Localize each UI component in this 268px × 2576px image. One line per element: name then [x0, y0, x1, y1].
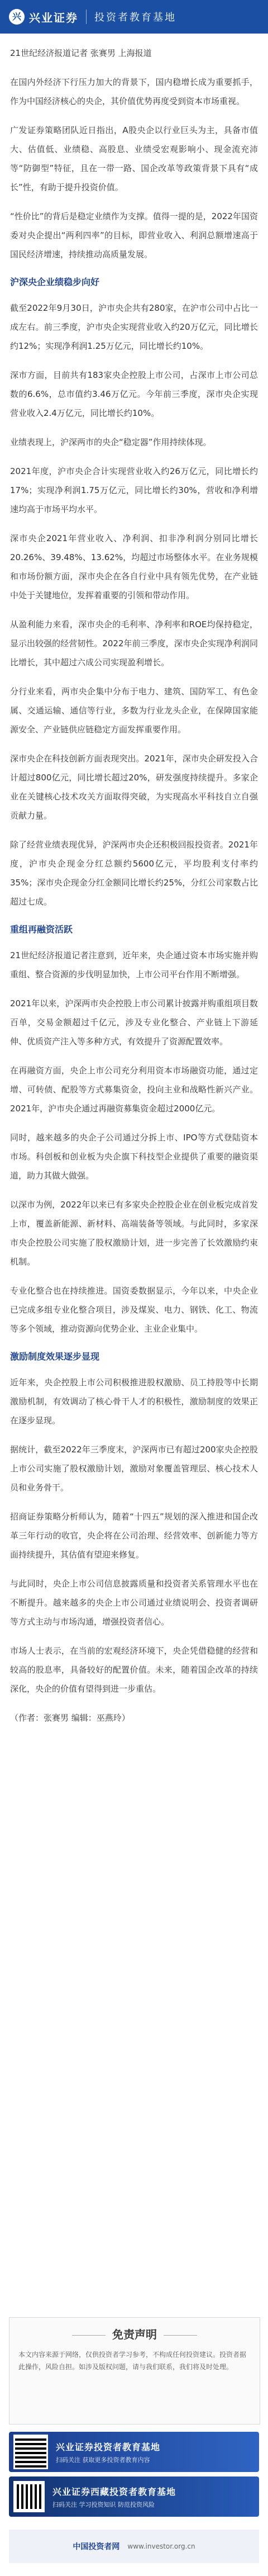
paragraph: 市场人士表示，在当前的宏观经济环境下，央企凭借稳健的经营和较高的股息率，具备较好的配置价值。未来，随着国企改革的持续深化，央企的价值有望得到进一步重估。 — [10, 1646, 258, 1694]
paragraph: 深市央企在科技创新方面表现突出。2021年，深市央企研发投入合计超过800亿元，同比增长超过20%，研发强度持续提升。多家企业在关键核心技术攻关方面取得突破，为实现高水平科技自立自强贡献力量。 — [10, 754, 258, 821]
promo-text — [56, 2440, 160, 2464]
header-banner — [0, 0, 268, 34]
section-heading: 沪深央企业绩稳步向好 — [10, 277, 100, 287]
promo-text — [52, 2485, 176, 2509]
paragraph: 据统计，截至2022年三季度末，沪深两市已有超过200家央企控股上市公司实施了股权激励计划，激励对象覆盖管理层、核心技术人员和业务骨干。 — [10, 1445, 258, 1493]
paragraph: 广发证券策略团队近日指出，A股央企以行业巨头为主，具备市值大、估值低、业绩稳、高股息、业绩受宏观影响小、现金流充沛等“防御型”特征，且在一带一路、国企改革等政策背景下具有“成长”性，有助于提升投资价值。 — [10, 125, 258, 192]
paragraph: 从盈利能力来看，深市央企的毛利率、净利率和ROE均保持稳定，显示出较强的经营韧性。2022年前三季度，深市央企实现净利润同比增长，其中超过六成公司实现盈利增长。 — [10, 619, 258, 667]
footer-logo: 中国投资者网 — [73, 2542, 120, 2551]
paragraph: 在国内外经济下行压力加大的背景下，国内稳增长成为重要抓手，作为中国经济核心的央企，其价值优势再度受到资本市场重视。 — [10, 77, 258, 106]
paragraph: 业绩表现上，沪深两市的央企“稳定器”作用持续体现。 — [10, 437, 212, 447]
footer[interactable] — [9, 2530, 259, 2563]
promo-desc: 扫码关注 学习投资知识 防范投资风险 — [52, 2501, 155, 2508]
qr-code-icon — [13, 2481, 45, 2512]
paragraph: 分行业来看，两市央企集中分布于电力、建筑、国防军工、有色金属、交通运输、通信等行业，多数为行业龙头企业，在保障国家能源安全、产业链供应链稳定方面发挥重要作用。 — [10, 686, 258, 735]
promo-title: 兴业证券投资者教育基地 — [56, 2441, 161, 2452]
paragraph: 21世纪经济报道记者注意到，近年来，央企通过资本市场实施并购重组、整合资源的步伐明显加快，上市公司平台作用不断增强。 — [10, 950, 258, 979]
paragraph: 除了经营业绩表现优异，沪深两市央企还积极回报投资者。2021年度，沪市央企现金分红总额约5600亿元，平均股利支付率约35%；深市央企现金分红金额同比增长约25%，分红公司家数占比超过七成。 — [10, 840, 258, 907]
disclaimer-box — [9, 2317, 260, 2425]
header-divider — [86, 10, 87, 24]
section-heading: 重组再融资活跃 — [10, 924, 73, 935]
disclaimer-title-text: 免责声明 — [112, 2328, 157, 2341]
paragraph: （作者：张赛男 编辑：巫燕玲） — [10, 1713, 130, 1723]
header-subtitle: 投资者教育基地 — [94, 12, 176, 23]
paragraph: 近年来，央企控股上市公司积极推进股权激励、员工持股等中长期激励机制，有效调动了核心骨干人才的积极性，激励制度的效果正在逐步显现。 — [10, 1377, 258, 1426]
paragraph: 同时，越来越多的央企子公司通过分拆上市、IPO等方式登陆资本市场。科创板和创业板为央企旗下科技型企业提供了重要的融资渠道，助力其做大做强。 — [10, 1133, 258, 1181]
paragraph: 21世纪经济报道记者 张赛男 上海报道 — [10, 48, 152, 58]
promo-desc: 扫码关注 获取更多投资者教育内容 — [56, 2456, 150, 2464]
logo-text: 兴业证券 — [29, 11, 78, 25]
paragraph: 深市央企2021年营业收入、净利润、扣非净利润分别同比增长20.26%、39.48%、13.62%，均超过市场整体水平。在业务规模和市场份额方面，深市央企在各自行业中具有领先优势，在产业链中处于关键地位，发挥着重要的引领和带动作用。 — [10, 533, 258, 600]
footer-url[interactable]: www.investor.org.cn — [127, 2542, 195, 2550]
promo-banner-1[interactable] — [9, 2432, 259, 2472]
paragraph: 2021年度，沪市央企合计实现营业收入约26万亿元，同比增长约17%；实现净利润1.75万亿元，同比增长约30%，营收和净利增速均高于市场平均水平。 — [10, 466, 258, 514]
logo-mark-icon: 兴 — [9, 9, 25, 25]
article-body — [10, 44, 258, 1737]
logo — [9, 9, 78, 25]
paragraph: 在再融资方面，央企上市公司充分利用资本市场融资功能，通过定增、可转债、配股等方式募集资金，投向主业和战略性新兴产业。2021年，沪市央企通过再融资募集资金超过2000亿元。 — [10, 1066, 258, 1114]
promo-banner-2[interactable] — [9, 2476, 259, 2517]
divider — [72, 2335, 106, 2336]
paragraph: 以深市为例，2022年以来已有多家央企控股企业在创业板完成首发上市，覆盖新能源、新材料、高端装备等领域。与此同时，多家深市央企控股公司实施了股权激励计划，进一步完善了长效激励约束机制。 — [10, 1200, 258, 1267]
disclaimer-title — [9, 2326, 260, 2342]
disclaimer-text: 本文内容来源于网络，仅供投资者学习参考，不构成任何投资建议。投资者据此操作，风险自担。如涉及版权问题，请与我们联系，我们将及时处理。 — [18, 2351, 247, 2371]
paragraph: 2021年以来，沪深两市央企控股上市公司累计披露并购重组项目数百单，交易金额超过千亿元，涉及专业化整合、产业链上下游延伸、优质资产注入等多种方式，有效提升了资源配置效率。 — [10, 998, 258, 1046]
paragraph: 深市方面，目前共有183家央企控股上市公司，占深市上市公司总数的6.6%，总市值约3.46万亿元。今年前三季度，深市央企实现营业收入2.4万亿元，同比增长约10%。 — [10, 370, 258, 418]
paragraph: “性价比”的背后是稳定业绩作为支撑。值得一提的是，2022年国资委对央企提出“两利四率”的目标，即营业收入、利润总额增速高于国民经济增速，持续推动高质量发展。 — [10, 211, 258, 259]
promo-title: 兴业证券西藏投资者教育基地 — [52, 2486, 176, 2497]
divider — [164, 2335, 197, 2336]
section-heading: 激励制度效果逐步显现 — [10, 1351, 100, 1362]
paragraph: 截至2022年9月30日，沪市央企共有280家，在沪市公司中占比一成左右。前三季度，沪市央企实现营业收入约20万亿元，同比增长约12%；实现净利润1.25万亿元，同比增长约10%。 — [10, 303, 258, 351]
qr-code-icon — [13, 2435, 48, 2469]
paragraph: 专业化整合也在持续推进。国资委数据显示，今年以来，中央企业已完成多组专业化整合项目，涉及煤炭、电力、钢铁、化工、物流等多个领域，推动资源向优势企业、主业企业集中。 — [10, 1286, 258, 1334]
paragraph: 招商证券策略分析师认为，随着“十四五”规划的深入推进和国企改革三年行动的收官，央企将在公司治理、经营效率、创新能力等方面持续提升，其估值有望迎来修复。 — [10, 1512, 258, 1560]
paragraph: 与此同时，央企上市公司信息披露质量和投资者关系管理水平也在不断提升。越来越多的央企上市公司通过业绩说明会、投资者调研等方式主动与市场沟通，增强投资者信心。 — [10, 1579, 258, 1627]
